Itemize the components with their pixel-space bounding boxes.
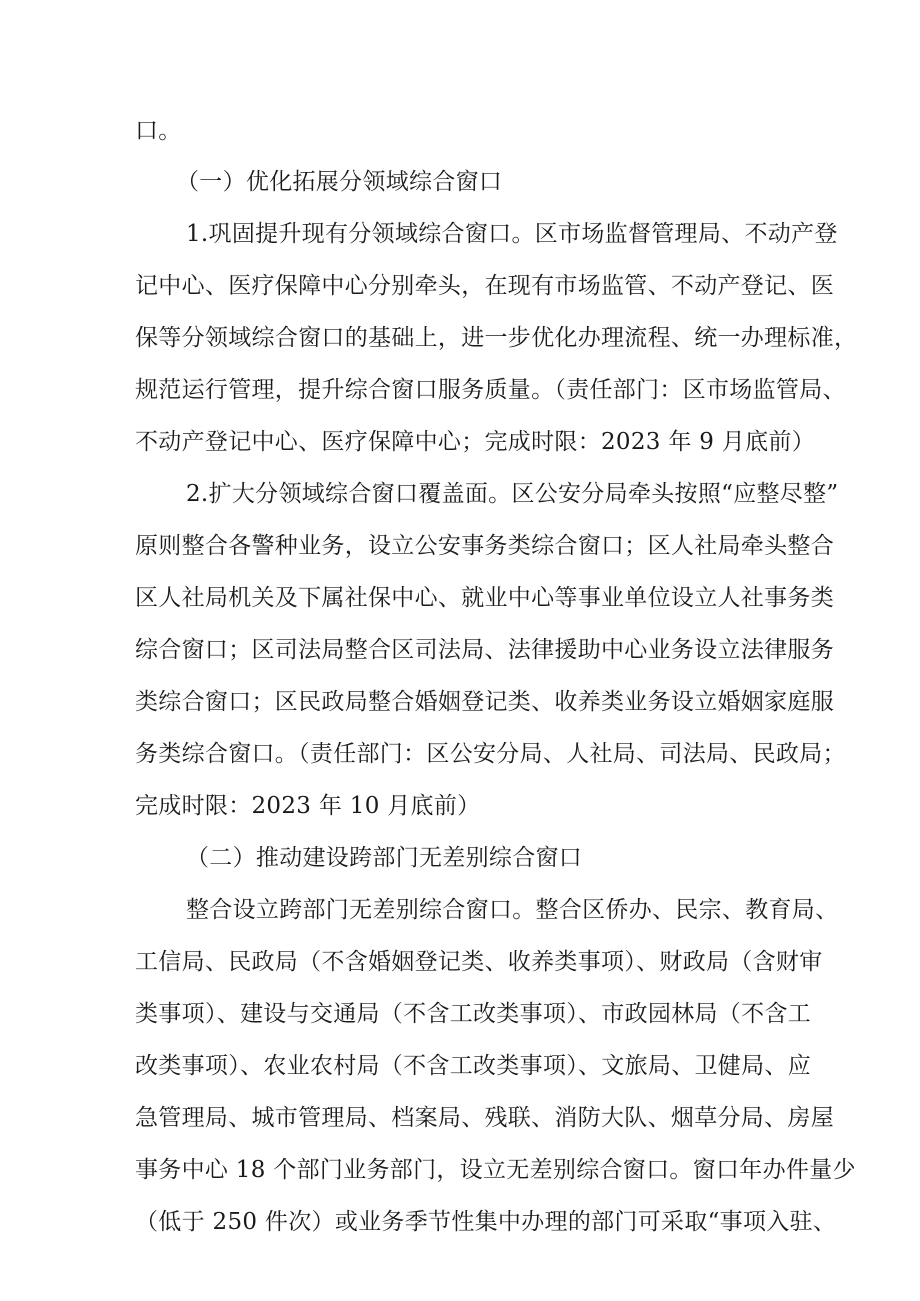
text-line: 整合设立跨部门无差别综合窗口。整合区侨办、民宗、教育局、 xyxy=(186,897,839,923)
text-line: 1.巩固提升现有分领域综合窗口。区市场监督管理局、不动产登 xyxy=(186,221,838,247)
text-line: 类事项）、建设与交通局（不含工改类事项）、市政园林局（不含工 xyxy=(135,1001,811,1027)
text-line: 不动产登记中心、医疗保障中心；完成时限：2023 年 9 月底前） xyxy=(135,429,815,455)
text-line: （低于 250 件次）或业务季节性集中办理的部门可采取“事项入驻、 xyxy=(135,1209,837,1235)
text-line: 综合窗口；区司法局整合区司法局、法律援助中心业务设立法律服务 xyxy=(135,637,834,663)
text-line: 事务中心 18 个部门业务部门，设立无差别综合窗口。窗口年办件量少 xyxy=(135,1157,856,1183)
section-heading: （一）优化拓展分领域综合窗口 xyxy=(176,169,503,195)
text-line: 类综合窗口；区民政局整合婚姻登记类、收养类业务设立婚姻家庭服 xyxy=(135,689,834,715)
text-line: 原则整合各警种业务，设立公安事务类综合窗口；区人社局牵头整合 xyxy=(135,533,834,559)
text-line: 工信局、民政局（不含婚姻登记类、收养类事项）、财政局（含财审 xyxy=(135,949,823,975)
text-line: 区人社局机关及下属社保中心、就业中心等事业单位设立人社事务类 xyxy=(135,585,834,611)
text-line: 口。 xyxy=(135,118,182,144)
text-line: 2.扩大分领域综合窗口覆盖面。区公安分局牵头按照“应整尽整” xyxy=(186,481,839,507)
text-line: 记中心、医疗保障中心分别牵头，在现有市场监管、不动产登记、医 xyxy=(135,273,834,299)
text-line: 保等分领域综合窗口的基础上，进一步优化办理流程、统一办理标准， xyxy=(135,325,858,351)
text-line: 务类综合窗口。（责任部门：区公安分局、人社局、司法局、民政局； xyxy=(135,741,846,767)
section-heading: （二）推动建设跨部门无差别综合窗口 xyxy=(186,845,583,871)
text-line: 规范运行管理，提升综合窗口服务质量。（责任部门：区市场监管局、 xyxy=(135,377,846,403)
text-line: 急管理局、城市管理局、档案局、残联、消防大队、烟草分局、房屋 xyxy=(135,1105,834,1131)
text-line: 完成时限：2023 年 10 月底前） xyxy=(135,793,481,819)
text-line: 改类事项）、农业农村局（不含工改类事项）、文旅局、卫健局、应 xyxy=(135,1053,811,1079)
